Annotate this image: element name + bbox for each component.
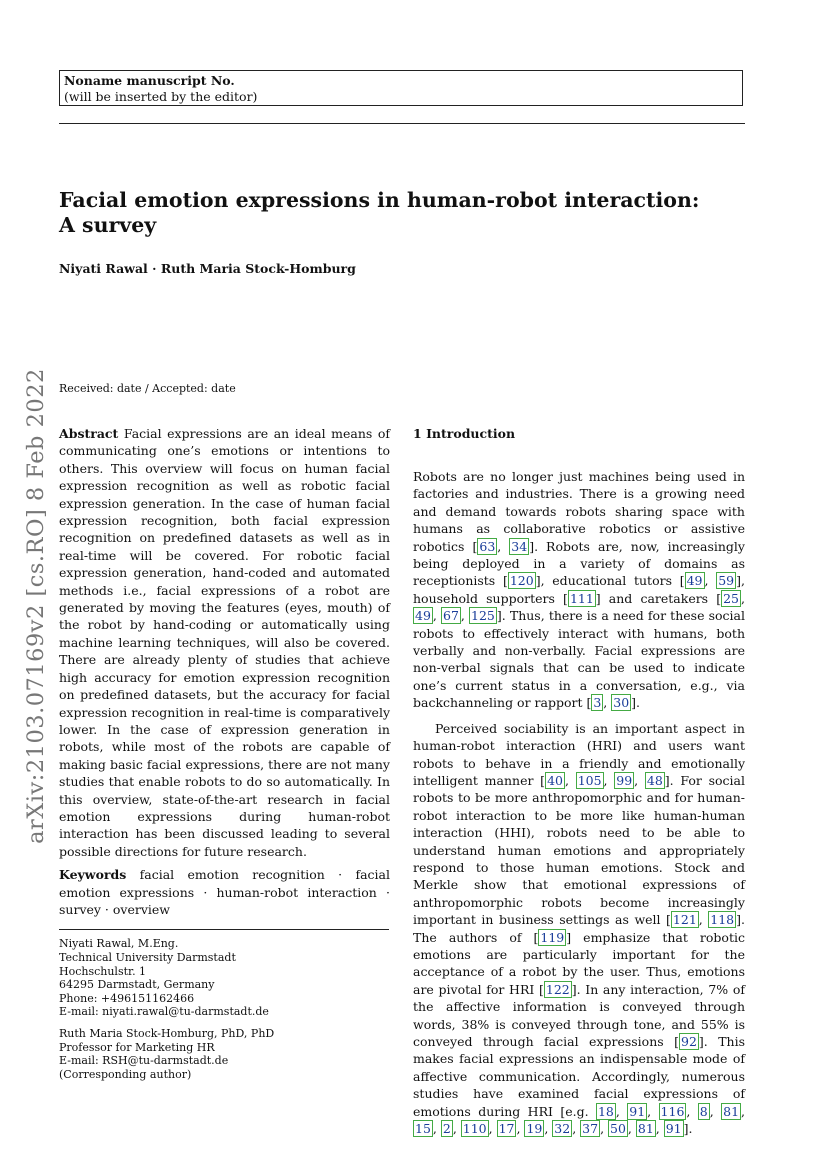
left-column [59,425,390,1081]
editor-header-box [59,70,743,106]
citation-link[interactable]: 110 [462,1121,487,1137]
intro-paragraph-2: Perceived sociability is an important aspect in human-robot interaction (HRI) and users want robots to behave in a friendly and emotionally intelligent manner [ 40 , 105 , 99 , 48 ]. For social robots to be more anthropomorphic and for human-robot interaction to be more like human-human interaction (HHI), robots need to be able to understand human emotions and appropriately respond to those human emotions. Stock and Merkle show that emotional expressions of anthropomorphic robots become increasingly important in business settings as well [ 121 , 118 ]. The authors of [ 119 ] emphasize that robotic emotions are particularly important for the acceptance of a robot by the user. Thus, emotions are pivotal for HRI [ 122 ]. In any interaction, 7% of the affective information is conveyed through words, 38% is conveyed through tone, and 55% is conveyed through facial expressions [ 92 ]. This makes facial expressions an indispensable mode of affective communication. Accordingly, numerous studies have examined facial expressions of emotions during HRI [e.g. 18 , 91 , 116 , 8 , 81 , 15 , 2 , 110 , 17 , 19 , 32 , 37 , 50 , 81 , 91 ]. [413,720,746,1137]
affiliation-email: E-mail: niyati.rawal@tu-darmstadt.de [59,1005,269,1019]
citation-link[interactable]: 120 [509,573,534,589]
abstract-label: Abstract [59,426,119,441]
citation-link[interactable]: 118 [710,912,735,928]
title-line-2: A survey [59,213,157,237]
paper-title [59,188,759,238]
abstract [59,425,390,860]
citation-link[interactable]: 50 [610,1121,626,1137]
arxiv-stamp [20,368,52,844]
citation-link[interactable]: 121 [672,912,697,928]
manuscript-number: Noname manuscript No. [64,73,235,88]
keywords-label: Keywords [59,867,127,883]
intro-paragraph-1: Robots are no longer just machines being used in factories and industries. There is a growing need and demand towards robots sharing space with humans as collaborative robotics or assistive robotics [ 63 , 34 ]. Robots are, now, increasingly being deployed in a variety of domains as receptionists [ 120 ], educational tutors [ 49 , 59 ], household supporters [ 111 ] and caretakers [ 25 , 49 , 67 , 125 ]. Thus, there is a need for these social robots to effectively interact with humans, both verbally and non-verbally. Facial expressions are non-verbal signals that can be used to indicate one’s current status in a conversation, e.g., via backchanneling or rapport [ 3 , 30 ]. [413,469,745,711]
citation-link[interactable]: 81 [723,1103,740,1119]
citation-link[interactable]: 40 [547,772,563,788]
citation-link[interactable]: 49 [686,573,703,589]
citation-link[interactable]: 3 [593,695,602,711]
affiliation-email: E-mail: RSH@tu-darmstadt.de [59,1054,229,1068]
citation-link[interactable]: 34 [511,538,528,554]
citation-link[interactable]: 32 [554,1121,571,1137]
affiliation-line: Ruth Maria Stock-Homburg, PhD, PhD [59,1026,275,1040]
title-line-1: Facial emotion expressions in human-robot interaction: [59,188,700,212]
affiliation-line: Niyati Rawal, M.Eng. [59,937,179,951]
citation-link[interactable]: 2 [442,1121,451,1137]
citation-link[interactable]: 99 [616,772,633,788]
citation-link[interactable]: 49 [415,608,431,624]
affiliation-line: Phone: +496151162466 [59,991,195,1005]
abstract-text: Facial expressions are an ideal means of communicating one’s emotions or intentions to others. This overview will focus on human facial expression recognition as well as robotic facial expression generation. In the case of human facial expression recognition, both facial expression recognition on predefined datasets as well as in real-time will be covered. For robotic facial expression generation, hand-coded and automated methods i.e., facial expressions of a robot are generated by moving the features (eyes, mouth) of the robot by hand-coding or automatically using machine learning techniques, will also be covered. There are already plenty of studies that achieve high accuracy for emotion expression recognition on predefined datasets, but the accuracy for facial expression recognition in real-time is comparatively lower. In the case of expression generation in robots, while most of the robots are capable of making basic facial expressions, there are not many studies that enable robots to do so automatically. In this overview, state-of-the-art research in facial emotion expressions during human-robot interaction has been discussed leading to several possible directions for future research. [59,426,390,859]
keywords [59,866,390,918]
citation-link[interactable]: 48 [646,772,663,788]
received-date: Received: date / Accepted: date [59,382,236,395]
section-title: Introduction [426,426,516,441]
citation-link[interactable]: 25 [723,590,740,606]
citation-link[interactable]: 19 [526,1121,543,1137]
citation-link[interactable]: 91 [665,1121,682,1137]
affiliation-2 [59,1027,390,1081]
citation-link[interactable]: 116 [660,1103,685,1119]
arxiv-id: arXiv:2103.07169v2 [cs.RO] 8 Feb 2022 [23,368,49,844]
affiliation-1 [59,937,390,1019]
section-number: 1 [413,426,422,441]
citation-link[interactable]: 91 [629,1103,646,1119]
citation-link[interactable]: 122 [545,981,570,997]
affiliation-line: Professor for Marketing HR [59,1040,215,1054]
citation-link[interactable]: 17 [498,1121,515,1137]
citation-link[interactable]: 15 [415,1121,431,1137]
affiliation-line: Hochschulstr. 1 [59,964,147,978]
citation-link[interactable]: 125 [471,608,495,624]
citation-link[interactable]: 18 [597,1103,614,1119]
affiliation-line: 64295 Darmstadt, Germany [59,978,215,992]
affiliation-line: (Corresponding author) [59,1067,192,1081]
affiliation-rule [59,929,389,930]
citation-link[interactable]: 111 [569,590,594,606]
editor-note: (will be inserted by the editor) [64,89,258,104]
citation-link[interactable]: 119 [540,929,565,945]
header-rule [59,123,745,124]
citation-link[interactable]: 81 [637,1121,654,1137]
citation-link[interactable]: 59 [718,573,735,589]
right-column [413,425,745,1137]
citation-link[interactable]: 37 [582,1121,599,1137]
citation-link[interactable]: 92 [681,1034,697,1049]
author-list: Niyati Rawal · Ruth Maria Stock-Homburg [59,261,356,276]
keywords-text: facial emotion recognition · facial emotion expressions · human-robot interaction · survey · overview [59,867,390,917]
affiliation-line: Technical University Darmstadt [59,950,236,964]
citation-link[interactable]: 67 [443,608,459,624]
citation-link[interactable]: 63 [479,538,496,554]
citation-link[interactable]: 8 [699,1103,708,1119]
section-heading [413,425,745,442]
citation-link[interactable]: 105 [577,772,602,788]
citation-link[interactable]: 30 [613,695,630,711]
